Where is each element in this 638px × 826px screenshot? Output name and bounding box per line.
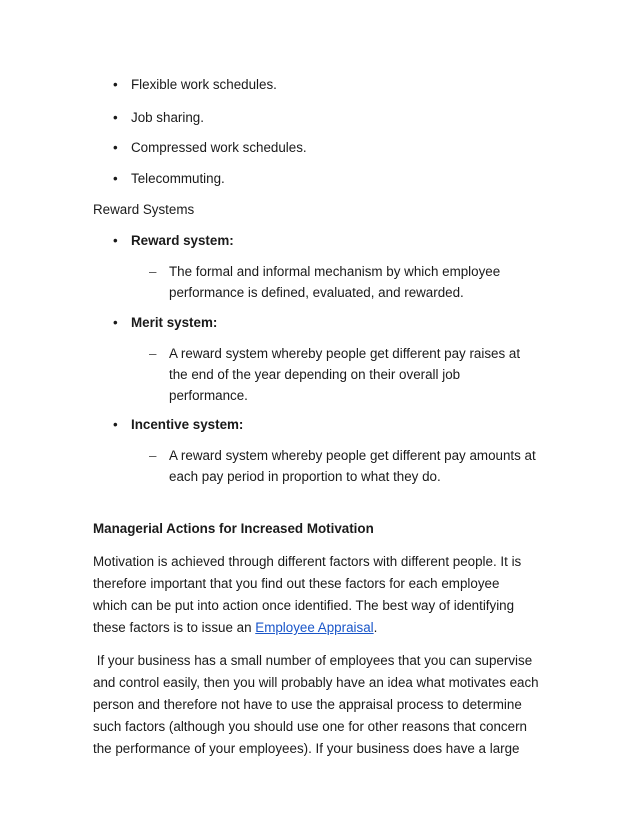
reward-item-desc: the end of the year depending on their overall job: [169, 367, 461, 382]
reward-item-desc: The formal and informal mechanism by which employee: [169, 264, 501, 279]
bullet-glyph: •: [113, 77, 118, 92]
list-item: Flexible work schedules.: [131, 77, 277, 92]
bullet-glyph: •: [113, 417, 118, 432]
reward-item-desc: performance is defined, evaluated, and rewarded.: [169, 285, 464, 300]
paragraph-text: these factors is to issue an: [93, 620, 256, 635]
dash-glyph: –: [149, 346, 157, 361]
reward-item-desc: A reward system whereby people get different pay raises at: [169, 346, 521, 361]
reward-item-title: Incentive system:: [131, 417, 244, 432]
bullet-glyph: •: [113, 315, 118, 330]
dash-glyph: –: [149, 264, 157, 279]
paragraph-text: .: [373, 620, 378, 635]
bullet-glyph: •: [113, 110, 118, 125]
reward-item-title: Merit system:: [131, 315, 218, 330]
bullet-glyph: •: [113, 171, 118, 186]
paragraph-line: person and therefore not have to use the appraisal process to determine: [93, 697, 522, 712]
reward-item-desc: performance.: [169, 388, 248, 403]
paragraph-line: and control easily, then you will probably have an idea what motivates each: [93, 675, 539, 690]
reward-item-title: Reward system:: [131, 233, 234, 248]
paragraph-line: which can be put into action once identified. The best way of identifying: [93, 598, 515, 613]
section-heading-reward-systems: Reward Systems: [93, 202, 195, 217]
employee-appraisal-link[interactable]: Employee Appraisal: [255, 620, 374, 635]
paragraph-line: Motivation is achieved through different factors with different people. It is: [93, 554, 522, 569]
list-item: Telecommuting.: [131, 171, 225, 186]
paragraph-line: [93, 619, 377, 637]
paragraph-line: therefore important that you find out these factors for each employee: [93, 576, 500, 591]
dash-glyph: –: [149, 448, 157, 463]
bullet-glyph: •: [113, 233, 118, 248]
paragraph-line: the performance of your employees). If your business does have a large: [93, 741, 520, 756]
bullet-glyph: •: [113, 140, 118, 155]
section-heading-managerial: Managerial Actions for Increased Motivation: [93, 521, 374, 536]
paragraph-line: such factors (although you should use one for other reasons that concern: [93, 719, 527, 734]
list-item: Job sharing.: [131, 110, 204, 125]
reward-item-desc: each pay period in proportion to what they do.: [169, 469, 441, 484]
list-item: Compressed work schedules.: [131, 140, 307, 155]
paragraph-line: If your business has a small number of employees that you can supervise: [93, 653, 533, 668]
reward-item-desc: A reward system whereby people get different pay amounts at: [169, 448, 536, 463]
